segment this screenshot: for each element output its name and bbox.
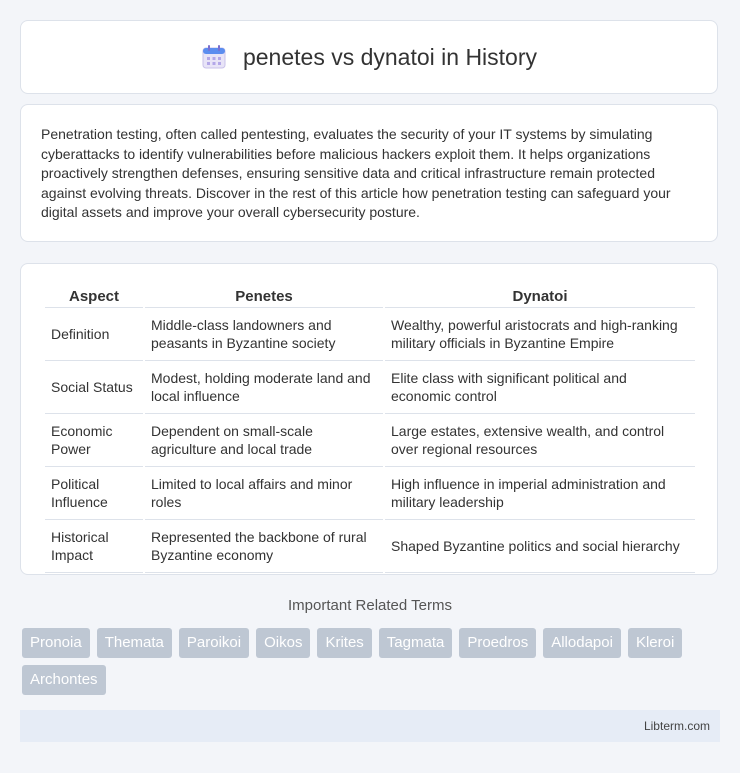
cell-penetes: Dependent on small-scale agriculture and local trade: [145, 414, 383, 467]
related-term-tag[interactable]: Archontes: [22, 665, 106, 695]
cell-aspect: Economic Power: [45, 414, 143, 467]
related-term-tag[interactable]: Proedros: [459, 628, 536, 658]
table-row: [45, 308, 695, 361]
cell-aspect: Political Influence: [45, 467, 143, 520]
footer: [20, 710, 720, 742]
cell-dynatoi: Large estates, extensive wealth, and control over regional resources: [385, 414, 695, 467]
cell-penetes: Middle-class landowners and peasants in Byzantine society: [145, 308, 383, 361]
related-terms-title: Important Related Terms: [288, 597, 452, 614]
cell-penetes: Limited to local affairs and minor roles: [145, 467, 383, 520]
footer-site-link[interactable]: Libterm.com: [643, 719, 710, 733]
intro-text: Penetration testing, often called pentesting, evaluates the security of your IT systems by simulating cyberattacks to identify vulnerabilities before malicious hackers exploit them. It helps organizations proactively strengthen defenses, ensuring sensitive data and critical infrastructure remain protected against evolving threats. Discover in the rest of this article how penetration testing can safeguard your digital assets and improve your overall cybersecurity posture.: [41, 126, 671, 221]
cell-dynatoi: Shaped Byzantine politics and social hierarchy: [385, 520, 695, 573]
header-aspect: Aspect: [45, 282, 143, 308]
table-row: [45, 361, 695, 414]
comparison-table: [43, 282, 697, 573]
intro-card: [20, 104, 718, 242]
cell-penetes: Modest, holding moderate land and local influence: [145, 361, 383, 414]
table-row: [45, 414, 695, 467]
table-header-row: [45, 282, 695, 308]
table-row: [45, 520, 695, 573]
related-term-tag[interactable]: Tagmata: [379, 628, 453, 658]
header-penetes: Penetes: [145, 282, 383, 308]
comparison-table-card: [20, 263, 718, 575]
related-term-tag[interactable]: Paroikoi: [179, 628, 249, 658]
cell-aspect: Definition: [45, 308, 143, 361]
related-term-tag[interactable]: Oikos: [256, 628, 310, 658]
cell-dynatoi: High influence in imperial administration and military leadership: [385, 467, 695, 520]
cell-penetes: Represented the backbone of rural Byzantine economy: [145, 520, 383, 573]
cell-dynatoi: Wealthy, powerful aristocrats and high-ranking military officials in Byzantine Empire: [385, 308, 695, 361]
related-term-tag[interactable]: Pronoia: [22, 628, 90, 658]
related-term-tag[interactable]: Themata: [97, 628, 172, 658]
cell-dynatoi: Elite class with significant political and economic control: [385, 361, 695, 414]
cell-aspect: Historical Impact: [45, 520, 143, 573]
related-terms-list: [22, 628, 722, 695]
calendar-icon: [201, 44, 227, 70]
header-dynatoi: Dynatoi: [385, 282, 695, 308]
title-card: [20, 20, 718, 94]
related-term-tag[interactable]: Kleroi: [628, 628, 682, 658]
related-term-tag[interactable]: Allodapoi: [543, 628, 621, 658]
page-title: penetes vs dynatoi in History: [242, 43, 538, 70]
related-term-tag[interactable]: Krites: [317, 628, 371, 658]
cell-aspect: Social Status: [45, 361, 143, 414]
table-row: [45, 467, 695, 520]
